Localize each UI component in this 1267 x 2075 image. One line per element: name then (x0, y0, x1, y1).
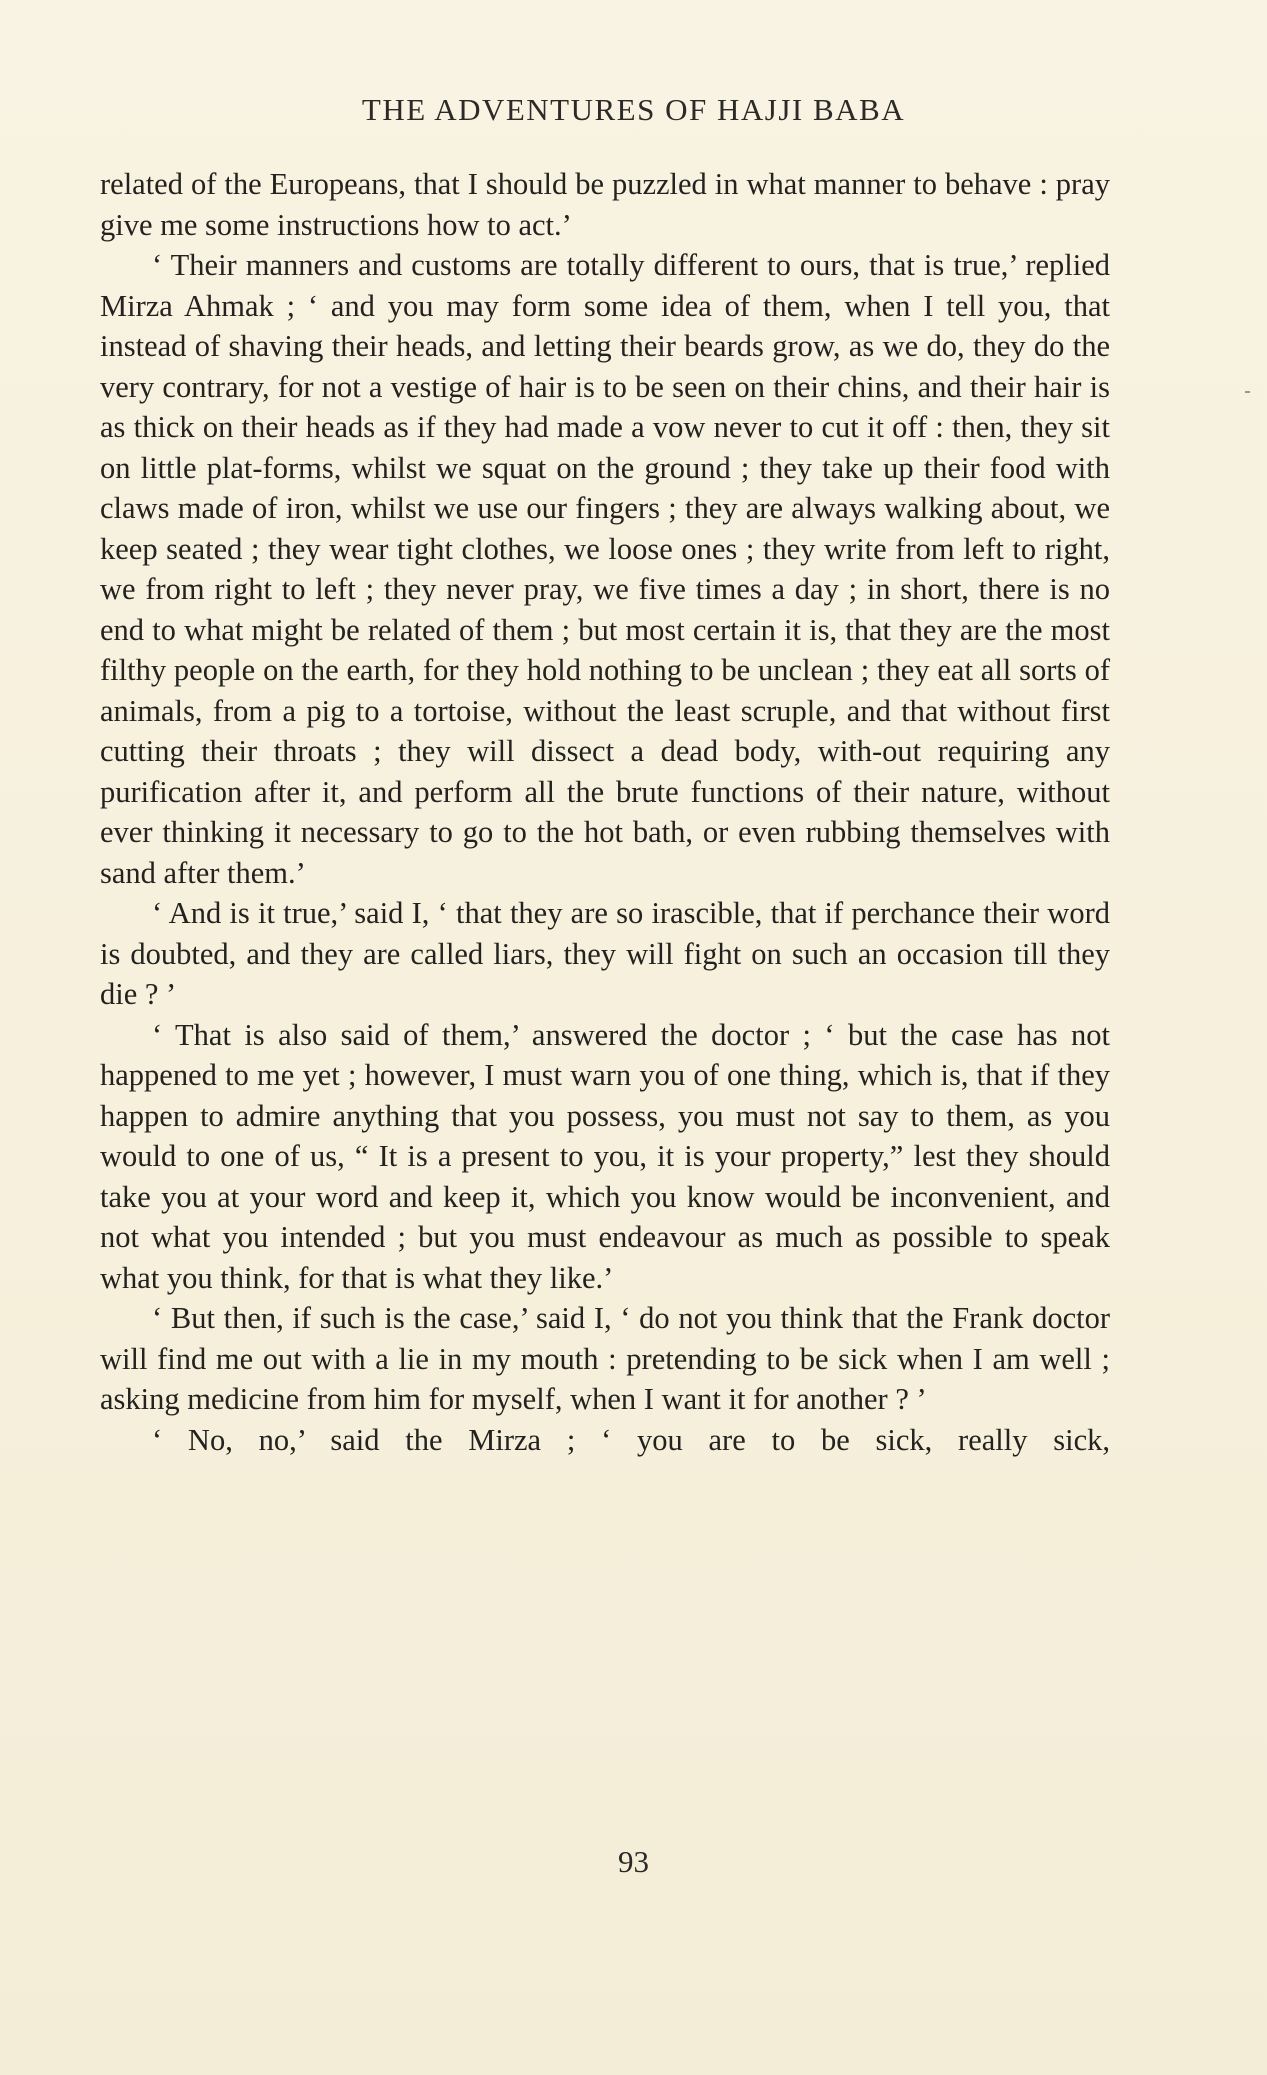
margin-mark (1245, 391, 1250, 393)
paragraph: ‘ That is also said of them,’ answered the doctor ; ‘ but the case has not happened to me yet ; however, I must warn you of one thing, which is, that if they happen to admire anything that you possess, you must not say to them, as you would to one of us, “ It is a present to you, it is your property,” lest they should take you at your word and keep it, which you know would be inconvenient, and not what you intended ; but you must endeavour as much as possible to speak what you think, for that is what they like.’ (100, 1017, 1110, 1295)
running-head: THE ADVENTURES OF HAJJI BABA (361, 92, 906, 127)
paragraph: ‘ And is it true,’ said I, ‘ that they are so irascible, that if perchance their word is doubted, and they are called liars, they will fight on such an occasion till they die ? ’ (100, 896, 1110, 1011)
page-number: 93 (618, 1844, 649, 1879)
paragraph: related of the Europeans, that I should be puzzled in what manner to behave : pray give me some instructions how to act.’ (100, 167, 1110, 242)
paragraph: ‘ But then, if such is the case,’ said I, ‘ do not you think that the Frank doctor will find me out with a lie in my mouth : pretending to be sick when I am well ; asking medicine from him for myself, when I want it for another ? ’ (100, 1301, 1110, 1416)
body-text (100, 164, 1110, 1460)
paragraph: ‘ Their manners and customs are totally different to ours, that is true,’ replied Mirza Ahmak ; ‘ and you may form some idea of them, when I tell you, that instead of shaving their heads, and letting their beards grow, as we do, they do the very contrary, for not a vestige of hair is to be seen on their chins, and their hair is as thick on their heads as if they had made a vow never to cut it off : then, they sit on little plat-forms, whilst we squat on the ground ; they take up their food with claws made of iron, whilst we use our fingers ; they are always walking about, we keep seated ; they wear tight clothes, we loose ones ; they write from left to right, we from right to left ; they never pray, we five times a day ; in short, there is no end to what might be related of them ; but most certain it is, that they are the most filthy people on the earth, for they hold nothing to be unclean ; they eat all sorts of animals, from a pig to a tortoise, without the least scruple, and that without first cutting their throats ; they will dissect a dead body, with-out requiring any purification after it, and perform all the brute functions of their nature, without ever thinking it necessary to go to the hot bath, or even rubbing themselves with sand after them.’ (100, 248, 1110, 890)
paragraph: ‘ No, no,’ said the Mirza ; ‘ you are to be sick, really sick, (152, 1422, 1110, 1457)
